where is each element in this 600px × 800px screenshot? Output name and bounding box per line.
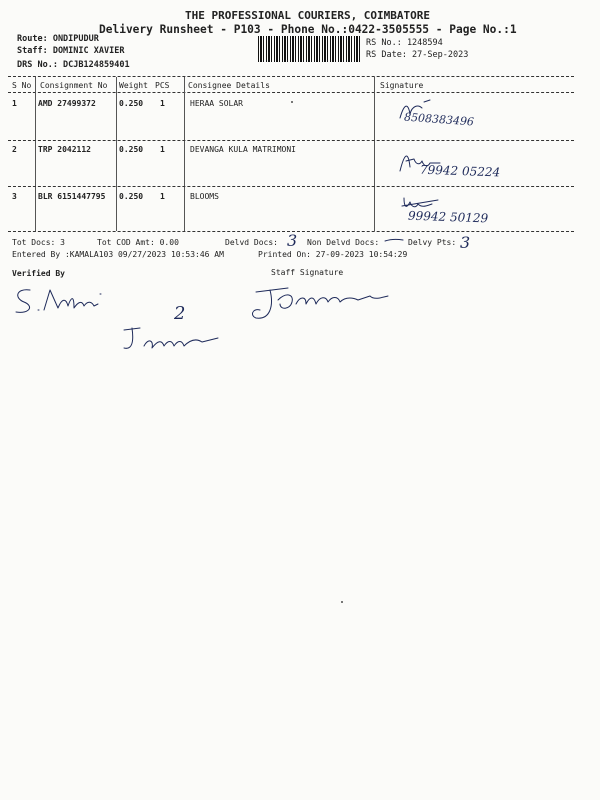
column-line [184,77,185,231]
route-label: Route: ONDIPUDUR [17,34,99,44]
company-title: THE PROFESSIONAL COURIERS, COIMBATORE [185,9,431,22]
col-sno: S No [12,81,32,90]
drs-number: DRS No.: DCJB124859401 [17,60,130,70]
handwritten-signature [396,98,436,122]
handwritten-phone: 8508383496 [403,110,475,129]
row-weight: 0.250 [119,99,144,108]
row-consignee: HERAA SOLAR [190,99,243,108]
row-sno: 1 [12,99,17,108]
rs-number: RS No.: 1248594 [366,38,443,48]
rs-date: RS Date: 27-Sep-2023 [366,50,469,60]
verifier-signature [8,280,118,320]
staff-signature [248,282,398,326]
total-docs: Tot Docs: 3 [12,238,65,247]
row-weight: 0.250 [119,192,144,201]
speck [341,601,343,603]
handwritten-phone: 99942 50129 [407,208,489,226]
speck [291,101,293,103]
handwritten-dash [383,236,405,244]
divider [8,92,574,93]
non-delivered-docs: Non Delvd Docs: [307,238,380,247]
handwritten-points-count: 3 [460,233,471,252]
col-consignment: Consignment No [40,81,108,90]
second-signature [118,322,228,356]
divider [8,140,574,141]
staff-label: Staff: DOMINIC XAVIER [17,46,125,56]
row-consignment: AMD 27499372 [38,99,96,108]
delivered-docs: Delvd Docs: [225,238,278,247]
col-signature: Signature [380,81,424,90]
entered-by: Entered By :KAMALA103 09/27/2023 10:53:46 AM [12,250,224,259]
staff-signature-label: Staff Signature [271,268,344,277]
row-consignee: DEVANGA KULA MATRIMONI [190,145,296,154]
printed-on: Printed On: 27-09-2023 10:54:29 [258,250,408,259]
handwritten-phone: 79942 05224 [419,162,501,180]
row-pcs: 1 [160,192,165,201]
divider [8,186,574,187]
row-sno: 3 [12,192,17,201]
column-line [35,77,36,231]
col-weight: Weight [119,81,148,90]
delivery-points: Delvy Pts: [408,238,457,247]
row-pcs: 1 [160,99,165,108]
row-consignment: BLR 6151447795 [38,192,106,201]
col-consignee: Consignee Details [188,81,270,90]
row-consignment: TRP 2042112 [38,145,91,154]
runsheet-title: Delivery Runsheet - P103 - Phone No.:0422-3505555 - Page No.:1 [99,23,517,36]
col-pcs: PCS [155,81,170,90]
row-sno: 2 [12,145,17,154]
column-line [116,77,117,231]
row-pcs: 1 [160,145,165,154]
verified-by-label: Verified By [12,269,65,278]
handwritten-number: 2 [174,303,186,324]
handwritten-delivered-count: 3 [287,231,298,250]
column-line [374,77,375,231]
total-cod: Tot COD Amt: 0.00 [97,238,179,247]
barcode [258,36,360,62]
row-weight: 0.250 [119,145,144,154]
divider [8,76,574,77]
row-consignee: BLOOMS [190,192,219,201]
